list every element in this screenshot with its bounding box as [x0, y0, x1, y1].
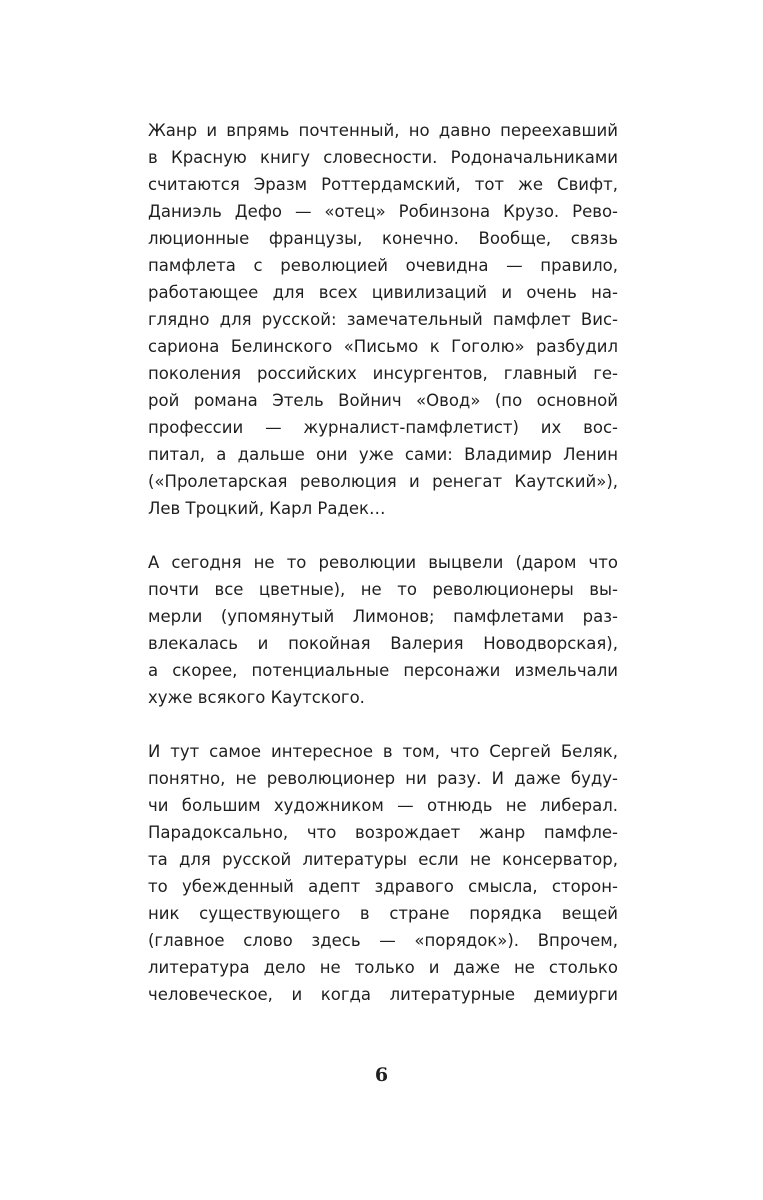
text-line: ник существующего в стране порядка вещей: [148, 904, 618, 923]
text-line: в Красную книгу словесности. Родоначальниками: [148, 148, 618, 167]
text-line: Парадоксально, что возрождает жанр памфле-: [148, 823, 618, 842]
paragraph-gap: [148, 711, 618, 738]
text-line: мерли (упомянутый Лимонов; памфлетами раз-: [148, 607, 618, 626]
text-line: рой романа Этель Войнич «Овод» (по основной: [148, 391, 618, 410]
text-line: почти все цветные), не то революционеры вы-: [148, 580, 618, 599]
text-line: та для русской литературы если не консерватор,: [148, 850, 618, 869]
text-line: Жанр и впрямь почтенный, но давно переехавший: [148, 121, 618, 140]
text-line: И тут самое интересное в том, что Сергей Беляк,: [148, 742, 618, 761]
text-line: работающее для всех цивилизаций и очень на-: [148, 283, 618, 302]
text-line: («Пролетарская революция и ренегат Каутский»),: [148, 472, 618, 491]
body-text: [148, 117, 618, 1008]
text-line: профессии — журналист-памфлетист) их вос-: [148, 418, 618, 437]
text-line: А сегодня не то революции выцвели (даром что: [148, 553, 618, 572]
text-line: влекалась и покойная Валерия Новодворская),: [148, 634, 618, 653]
text-line: люционные французы, конечно. Вообще, связь: [148, 229, 618, 248]
paragraph-1: [148, 117, 618, 522]
text-line: (главное слово здесь — «порядок»). Впрочем,: [148, 931, 618, 950]
text-line: поколения российских инсургентов, главный ге-: [148, 364, 618, 383]
text-line: сариона Белинского «Письмо к Гоголю» разбудил: [148, 337, 618, 356]
paragraph-2: [148, 549, 618, 711]
text-line: литература дело не только и даже не столько: [148, 958, 618, 977]
text-line: Даниэль Дефо — «отец» Робинзона Крузо. Рево-: [148, 202, 618, 221]
text-line: чи большим художником — отнюдь не либерал.: [148, 796, 618, 815]
text-line: глядно для русской: замечательный памфлет Вис-: [148, 310, 618, 329]
text-line: Лев Троцкий, Карл Радек…: [148, 499, 386, 518]
text-line: понятно, не революционер ни разу. И даже буду-: [148, 769, 618, 788]
paragraph-3: [148, 738, 618, 1008]
text-line: то убежденный адепт здравого смысла, сторон-: [148, 877, 618, 896]
text-line: хуже всякого Каутского.: [148, 688, 365, 707]
paragraph-gap: [148, 522, 618, 549]
text-line: питал, а дальше они уже сами: Владимир Ленин: [148, 445, 618, 464]
text-line: человеческое, и когда литературные демиурги: [148, 985, 618, 1004]
text-line: а скорее, потенциальные персонажи измельчали: [148, 661, 618, 680]
text-line: памфлета с революцией очевидна — правило,: [148, 256, 618, 275]
text-line: считаются Эразм Роттердамский, тот же Свифт,: [148, 175, 618, 194]
page-number: 6: [374, 1064, 389, 1086]
